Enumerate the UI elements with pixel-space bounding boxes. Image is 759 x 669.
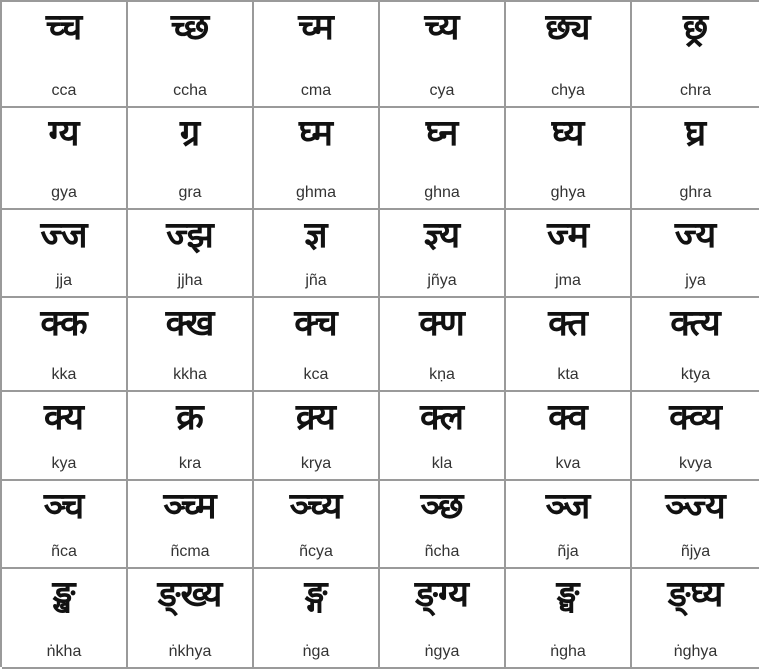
table-cell bbox=[632, 569, 759, 669]
table-cell bbox=[128, 210, 254, 298]
conjunct-glyph: च्य bbox=[424, 7, 460, 48]
transliteration-label: jña bbox=[305, 272, 327, 289]
table-cell bbox=[380, 210, 506, 298]
conjunct-glyph: च्च bbox=[45, 7, 83, 48]
transliteration-label: ñcma bbox=[170, 543, 210, 560]
table-cell bbox=[254, 2, 380, 108]
transliteration-label: cya bbox=[429, 82, 455, 99]
transliteration-label: kta bbox=[557, 366, 579, 383]
table-cell bbox=[2, 298, 128, 392]
transliteration-label: kka bbox=[51, 366, 77, 383]
conjunct-glyph: ज्म bbox=[546, 215, 590, 256]
conjunct-glyph: क्व्य bbox=[669, 397, 722, 438]
transliteration-label: ṅga bbox=[302, 643, 330, 660]
transliteration-label: ktya bbox=[680, 366, 711, 383]
transliteration-label: kkha bbox=[173, 366, 207, 383]
conjunct-glyph: ङ्ग्य bbox=[415, 574, 469, 615]
transliteration-label: kra bbox=[178, 455, 202, 472]
table-cell bbox=[128, 2, 254, 108]
table-cell bbox=[380, 481, 506, 569]
transliteration-label: jjha bbox=[177, 272, 203, 289]
conjunct-glyph: घ्र bbox=[684, 113, 707, 154]
conjunct-glyph: ञ्छ bbox=[420, 486, 464, 527]
transliteration-label: ṅgya bbox=[424, 643, 460, 660]
conjunct-glyph: क्ख bbox=[165, 303, 215, 344]
transliteration-label: kva bbox=[555, 455, 581, 472]
table-cell bbox=[632, 210, 759, 298]
conjunct-glyph: ङ्घ्य bbox=[667, 574, 724, 615]
conjunct-glyph: क्क bbox=[40, 303, 88, 344]
transliteration-label: ghna bbox=[424, 184, 460, 201]
conjunct-glyph: ङ्घ bbox=[556, 574, 580, 615]
conjunct-glyph: ग्य bbox=[48, 113, 80, 154]
conjunct-glyph: ज्झ bbox=[166, 215, 214, 256]
transliteration-label: ghya bbox=[550, 184, 586, 201]
transliteration-label: ñcya bbox=[299, 543, 333, 560]
transliteration-label: kvya bbox=[679, 455, 712, 472]
conjunct-glyph: क्ण bbox=[419, 303, 465, 344]
transliteration-label: jñya bbox=[427, 272, 457, 289]
table-cell bbox=[254, 108, 380, 210]
transliteration-label: chya bbox=[551, 82, 585, 99]
table-cell bbox=[506, 481, 632, 569]
conjunct-glyph: ङ्ख bbox=[52, 574, 76, 615]
transliteration-label: gya bbox=[51, 184, 77, 201]
conjunct-glyph: ञ्च्य bbox=[289, 486, 343, 527]
conjunct-glyph: ञ्च bbox=[43, 486, 85, 527]
table-cell bbox=[254, 481, 380, 569]
conjunct-glyph: क्र्य bbox=[295, 397, 337, 438]
transliteration-label: cma bbox=[300, 82, 332, 99]
table-cell bbox=[128, 481, 254, 569]
transliteration-label: kla bbox=[431, 455, 453, 472]
table-cell bbox=[2, 481, 128, 569]
table-cell bbox=[380, 2, 506, 108]
table-cell bbox=[128, 298, 254, 392]
transliteration-label: kca bbox=[303, 366, 329, 383]
transliteration-label: jja bbox=[55, 272, 72, 289]
conjunct-glyph: ङ्ग bbox=[304, 574, 328, 615]
table-cell bbox=[506, 210, 632, 298]
transliteration-label: gra bbox=[178, 184, 202, 201]
conjunct-glyph: छ्र bbox=[682, 7, 709, 48]
table-cell bbox=[506, 569, 632, 669]
table-cell bbox=[506, 392, 632, 481]
table-cell bbox=[380, 108, 506, 210]
table-cell bbox=[128, 108, 254, 210]
conjunct-glyph: घ्य bbox=[551, 113, 585, 154]
conjunct-glyph: ज्य bbox=[674, 215, 717, 256]
conjunct-glyph: ञ्ज्य bbox=[665, 486, 726, 527]
table-cell bbox=[128, 392, 254, 481]
table-cell bbox=[632, 108, 759, 210]
transliteration-label: ñca bbox=[51, 543, 77, 560]
transliteration-label: ccha bbox=[173, 82, 207, 99]
table-cell bbox=[254, 392, 380, 481]
table-cell bbox=[2, 210, 128, 298]
transliteration-label: ṅkhya bbox=[168, 643, 212, 660]
conjunct-glyph: ज्ञ्य bbox=[423, 215, 461, 256]
transliteration-label: chra bbox=[679, 82, 712, 99]
conjunct-glyph: च्म bbox=[298, 7, 334, 48]
transliteration-label: kṇa bbox=[429, 366, 455, 383]
conjunct-glyph: क्त bbox=[548, 303, 588, 344]
table-cell bbox=[632, 298, 759, 392]
transliteration-label: jma bbox=[555, 272, 581, 289]
conjunct-glyph: छ्य bbox=[545, 7, 591, 48]
conjunct-glyph: ङ्ख्य bbox=[157, 574, 223, 615]
transliteration-label: ghma bbox=[295, 184, 337, 201]
conjunct-glyph: क्व bbox=[548, 397, 588, 438]
table-cell bbox=[2, 569, 128, 669]
table-cell bbox=[2, 2, 128, 108]
transliteration-label: ṅkha bbox=[46, 643, 82, 660]
table-cell bbox=[506, 108, 632, 210]
conjunct-glyph: ज्ञ bbox=[304, 215, 328, 256]
table-cell bbox=[2, 108, 128, 210]
transliteration-label: ñja bbox=[557, 543, 579, 560]
conjunct-glyph: ञ्ज bbox=[545, 486, 591, 527]
table-cell bbox=[254, 569, 380, 669]
transliteration-label: krya bbox=[300, 455, 332, 472]
transliteration-label: cca bbox=[51, 82, 77, 99]
table-cell bbox=[254, 210, 380, 298]
table-cell bbox=[506, 2, 632, 108]
transliteration-label: kya bbox=[51, 455, 77, 472]
transliteration-label: ñjya bbox=[680, 543, 711, 560]
transliteration-label: ṅghya bbox=[673, 643, 718, 660]
table-cell bbox=[380, 392, 506, 481]
transliteration-label: jya bbox=[685, 272, 706, 289]
conjunct-glyph: क्च bbox=[294, 303, 338, 344]
conjunct-glyph: क्ल bbox=[419, 397, 465, 438]
conjunct-glyph: घ्म bbox=[298, 113, 334, 154]
conjunct-glyph: क्र bbox=[176, 397, 204, 438]
transliteration-label: ñcha bbox=[424, 543, 460, 560]
table-cell bbox=[254, 298, 380, 392]
conjunct-glyph: ज्ज bbox=[40, 215, 88, 256]
conjunct-glyph: ञ्च्म bbox=[163, 486, 217, 527]
table-cell bbox=[380, 569, 506, 669]
conjunct-glyph: क्त्य bbox=[670, 303, 721, 344]
table-cell bbox=[632, 481, 759, 569]
conjunct-glyph: च्छ bbox=[170, 7, 210, 48]
transliteration-label: ṅgha bbox=[550, 643, 586, 660]
conjunct-glyph: ग्र bbox=[179, 113, 201, 154]
table-cell bbox=[128, 569, 254, 669]
conjunct-glyph: क्य bbox=[43, 397, 85, 438]
conjunct-glyph: घ्न bbox=[425, 113, 459, 154]
table-cell bbox=[2, 392, 128, 481]
table-cell bbox=[506, 298, 632, 392]
table-cell bbox=[632, 392, 759, 481]
transliteration-label: ghra bbox=[679, 184, 712, 201]
table-cell bbox=[380, 298, 506, 392]
table-cell bbox=[632, 2, 759, 108]
